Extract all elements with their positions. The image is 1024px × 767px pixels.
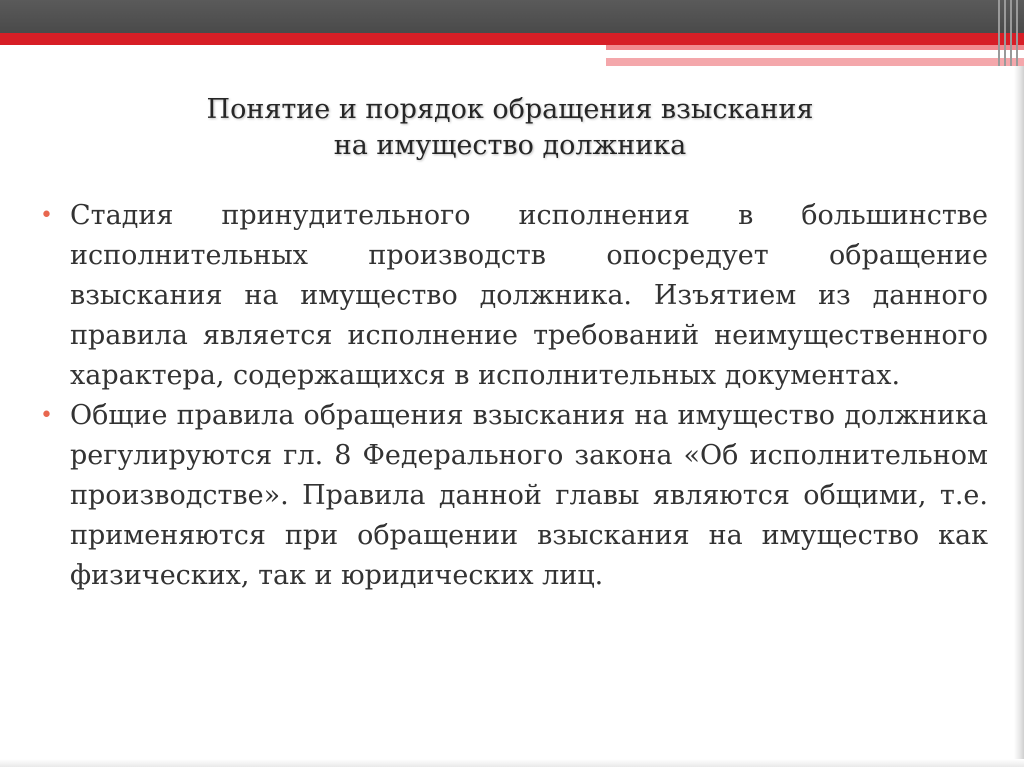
- bullet-icon: •: [40, 203, 53, 228]
- slide-title: [100, 92, 920, 164]
- bottom-edge-shadow: [0, 759, 1024, 767]
- bullet-icon: •: [40, 403, 53, 428]
- bullet-text: Общие правила обращения взыскания на имущество должника регулируются гл. 8 Федерального закона «Об исполнительном производстве». Правила данной главы являются общими, т.е. применяются при обращении взыскания на имущество как физических, так и юридических лиц.: [70, 400, 988, 591]
- header-pink-stripe: [606, 45, 1024, 50]
- slide-title-line-2: на имущество должника: [333, 130, 687, 161]
- header-bar: [0, 0, 1024, 33]
- bullet-text: Стадия принудительного исполнения в большинстве исполнительных производств опосредует обращение взыскания на имущество должника. Изъятием из данного правила является исполнение требований неимущественного характера, содержащихся в исполнительных документах.: [70, 200, 988, 391]
- bullet-item: [40, 396, 988, 596]
- header-red-stripe: [0, 33, 1024, 45]
- slide-title-line-1: Понятие и порядок обращения взыскания: [206, 94, 814, 125]
- header-pink-stripe-lower: [606, 58, 1024, 66]
- bullet-item: [40, 196, 988, 396]
- header-edge-lines: [996, 0, 1024, 66]
- right-edge-shadow: [1014, 66, 1024, 767]
- bullet-list: [40, 196, 988, 596]
